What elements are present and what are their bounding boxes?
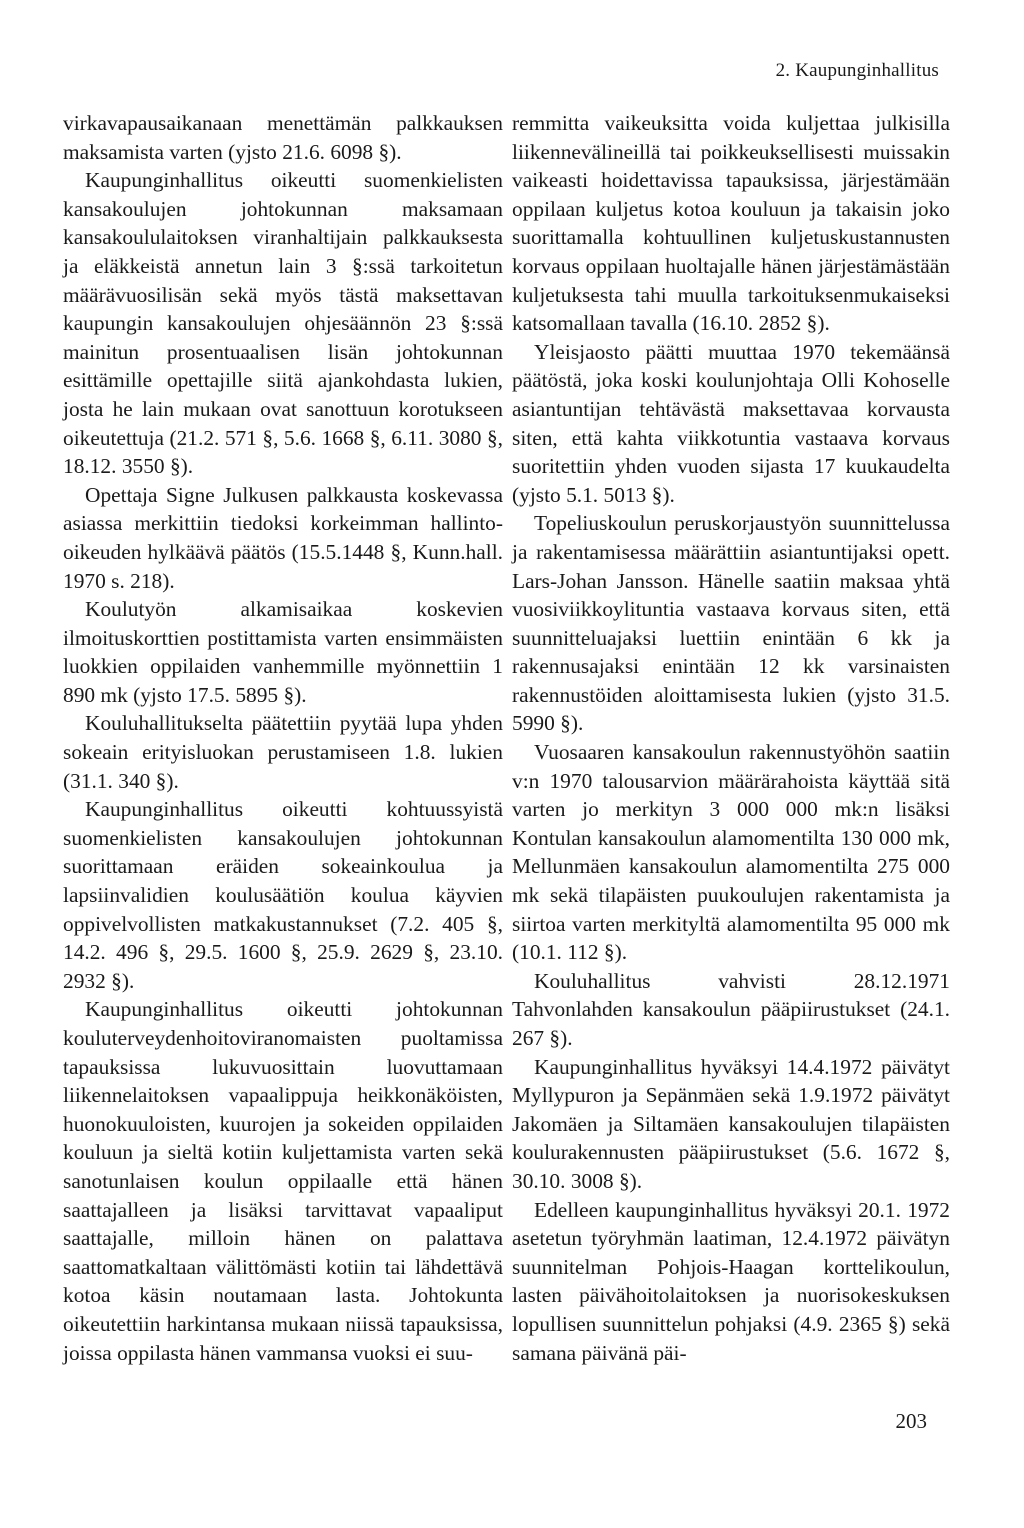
running-header: 2. Kaupunginhallitus (775, 60, 939, 81)
paragraph: Kaupunginhallitus oikeutti johtokunnan kouluterveydenhoitoviranomaisten puoltamissa tapauksissa lukuvuosittain luovuttamaan liikennelaitoksen vapaalippuja heikkonäköisten, huonokuuloisten, kuurojen ja sokeiden oppilaiden kouluun ja sieltä kotiin kuljettamista varten sekä sanotunlaisen koulun oppilaalle että hänen saattajalleen ja lisäksi tarvittavat vapaaliput saattajalle, milloin hänen on palattava saattomatkaltaan välittömästi kotiin tai lähdettävä kotoa käsin noutamaan lasta. Johtokunta oikeutettiin harkintansa mukaan niissä tapauksissa, joissa oppilasta hänen vammansa vuoksi ei suu- (63, 997, 503, 1365)
paragraph: Edelleen kaupunginhallitus hyväksyi 20.1. 1972 asetetun työryhmän laatiman, 12.4.1972 päivätyn suunnitelman Pohjois-Haagan korttelikoulun, lasten päivähoitolaitoksen ja nuorisokeskuksen lopullisen suunnittelun pohjaksi (4.9. 2365 §) sekä samana päivänä päi- (512, 1197, 950, 1365)
paragraph: Kouluhallitus vahvisti 28.12.1971 Tahvonlahden kansakoulun pääpiirustukset (24.1. 267 §). (512, 968, 950, 1050)
paragraph: Koulutyön alkamisaikaa koskevien ilmoituskorttien postittamista varten ensimmäisten luokkien oppilaiden vanhemmille myönnettiin 1 890 mk (yjsto 17.5. 5895 §). (63, 597, 503, 707)
paragraph: virkavapausaikanaan menettämän palkkauksen maksamista varten (yjsto 21.6. 6098 §). (63, 111, 503, 164)
left-column (63, 109, 503, 1367)
paragraph: Kaupunginhallitus oikeutti suomenkielisten kansakoulujen johtokunnan maksamaan kansakoululaitoksen viranhaltijain palkkauksesta ja eläkkeistä annetun lain 3 §:ssä tarkoitetun määrävuosilisän sekä myös tästä maksettavan kaupungin kansakoulujen ohjesäännön 23 §:ssä mainitun prosentuaalisen lisän johtokunnan esittämille opettajille siitä ajankohdasta lukien, josta he lain mukaan ovat sanottuun korotukseen oikeutettuja (21.2. 571 §, 5.6. 1668 §, 6.11. 3080 §, 18.12. 3550 §). (63, 168, 503, 479)
paragraph: remmitta vaikeuksitta voida kuljettaa julkisilla liikennevälineillä tai poikkeuksellisesti muissakin vaikeasti hoidettavissa tapauksissa, järjestämään oppilaan kuljetus kotoa kouluun ja takaisin joko suorittamalla kohtuullinen kuljetuskustannusten korvaus oppilaan huoltajalle hänen järjestämästään kuljetuksesta tahi muulla tarkoituksenmukaiseksi katsomallaan tavalla (16.10. 2852 §). (512, 111, 950, 336)
paragraph: Opettaja Signe Julkusen palkkausta koskevassa asiassa merkittiin tiedoksi korkeimman hallinto-oikeuden hylkäävä päätös (15.5.1448 §, Kunn.hall. 1970 s. 218). (63, 482, 503, 593)
paragraph: Kaupunginhallitus oikeutti kohtuussyistä suomenkielisten kansakoulujen johtokunnan suorittamaan eräiden sokeainkoulua ja lapsiinvalidien koulusäätiön koulua käyvien oppivelvollisten matkakustannukset (7.2. 405 §, 14.2. 496 §, 29.5. 1600 §, 25.9. 2629 §, 23.10. 2932 §). (63, 797, 503, 993)
paragraph: Vuosaaren kansakoulun rakennustyöhön saatiin v:n 1970 talousarvion määrärahoista käyttää sitä varten jo merkityn 3 000 000 mk:n lisäksi Kontulan kansakoulun alamomentilta 130 000 mk, Mellunmäen kansakoulun alamomentilta 275 000 mk sekä tilapäisten puukoulujen rakentamista ja siirtoa varten merkityltä alamomentilta 95 000 mk (10.1. 112 §). (512, 740, 950, 965)
paragraph: Yleisjaosto päätti muuttaa 1970 tekemäänsä päätöstä, joka koski koulunjohtaja Olli Kohoselle asiantuntijan tehtävästä maksettavaa korvausta siten, että kahta viikkotuntia vastaava korvaus suoritettiin yhden vuoden sijasta 17 kuukaudelta (yjsto 5.1. 5013 §). (512, 339, 950, 507)
paragraph: Kaupunginhallitus hyväksyi 14.4.1972 päivätyt Myllypuron ja Sepänmäen sekä 1.9.1972 päivätyt Jakomäen ja Siltamäen kansakoulujen tilapäisten koulurakennusten pääpiirustukset (5.6. 1672 §, 30.10. 3008 §). (512, 1054, 950, 1193)
paragraph: Kouluhallitukselta päätettiin pyytää lupa yhden sokeain erityisluokan perustamiseen 1.8. lukien (31.1. 340 §). (63, 711, 503, 793)
right-column (512, 109, 950, 1367)
page-number: 203 (895, 1409, 927, 1433)
paragraph: Topeliuskoulun peruskorjaustyön suunnittelussa ja rakentamisessa määrättiin asiantuntijaksi opett. Lars-Johan Jansson. Hänelle saatiin maksaa yhtä vuosiviikkoylituntia vastaava korvaus siten, että suunnitteluajaksi luettiin enintään 6 kk ja rakennusajaksi enintään 12 kk varsinaisten rakennustöiden aloittamisesta lukien (yjsto 31.5. 5990 §). (512, 511, 950, 736)
